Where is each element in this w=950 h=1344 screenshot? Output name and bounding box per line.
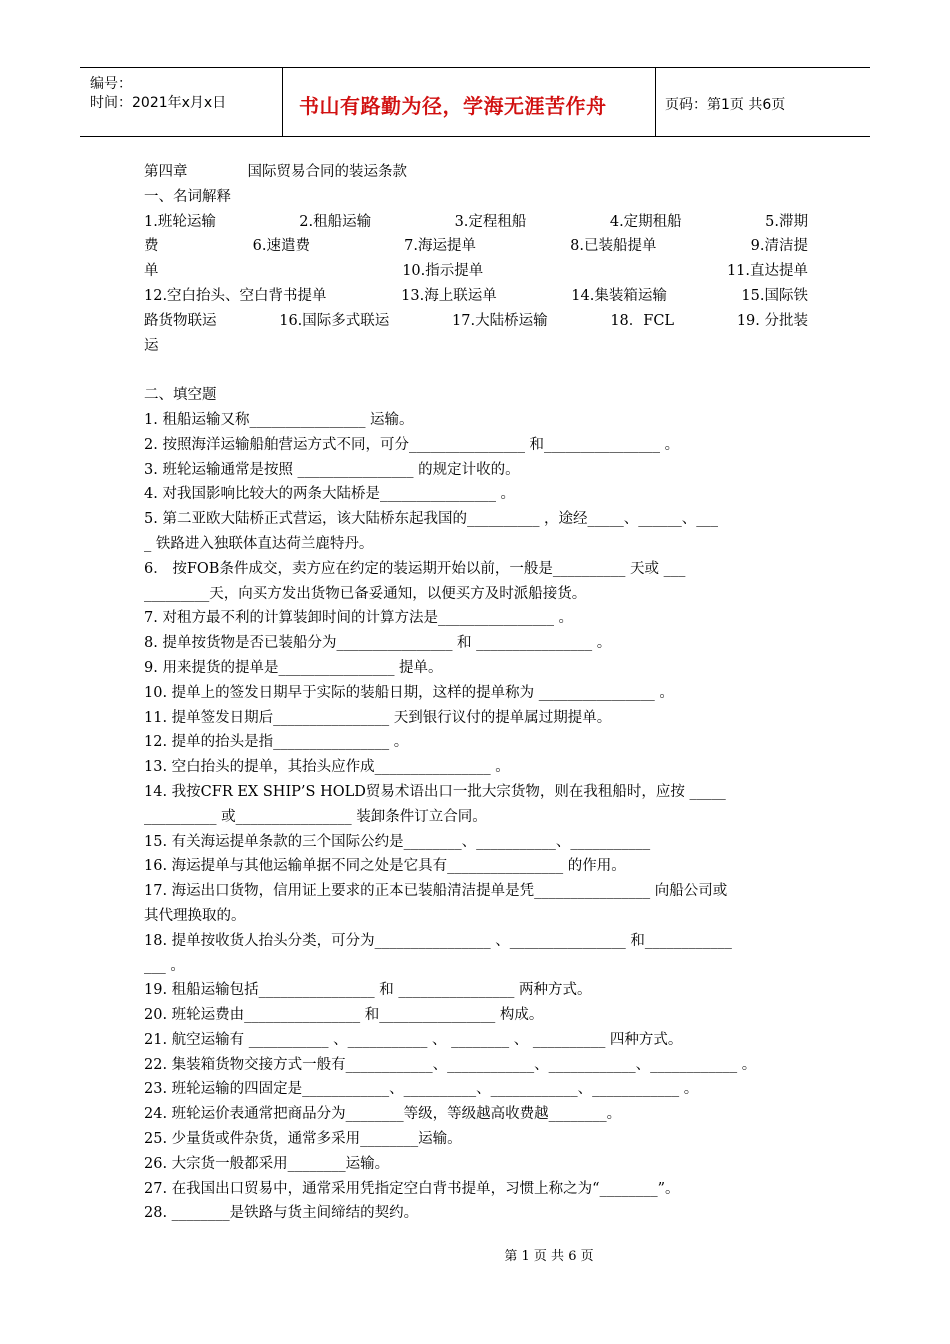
term-line (144, 259, 808, 284)
term-item: 11.直达提单 (726, 263, 808, 280)
footer-page-number: 第 1 页 共 6 页 (504, 1249, 594, 1264)
term-item: 4.定期租船 (609, 213, 682, 230)
document-body (144, 160, 808, 1226)
term-line (144, 284, 808, 309)
term-line (144, 234, 808, 259)
term-item: 15.国际铁 (741, 287, 808, 304)
question-line: 1. 租船运输又称________________ 运输。 (144, 411, 414, 428)
question-line: 6． 按FOB条件成交，卖方应在约定的装运期开始以前，一般是__________ 天或 ___ (144, 560, 686, 577)
term-item: 8.已装船提单 (570, 238, 657, 255)
question-line: 8. 提单按货物是否已装船分为________________ 和 ________________ 。 (144, 635, 612, 652)
question-line: _________天，向买方发出货物已备妥通知，以便买方及时派船接货。 (144, 585, 587, 602)
question-line: 14. 我按CFR EX SHIP’S HOLD贸易术语出口一批大宗货物，则在我租船时，应按 _____ (144, 783, 726, 800)
section1-title: 一、名词解释 (144, 188, 231, 205)
question-line: 13. 空白抬头的提单，其抬头应作成________________ 。 (144, 759, 510, 776)
term-item: 路货物联运 (144, 312, 217, 329)
question-line: 4. 对我国影响比较大的两条大陆桥是________________ 。 (144, 486, 516, 503)
term-item: 单 (144, 263, 159, 280)
question-line: 26. 大宗货一般都采用________运输。 (144, 1155, 390, 1172)
question-line: 20. 班轮运费由________________ 和________________ 构成。 (144, 1007, 544, 1024)
header-page-cell (656, 68, 870, 136)
page-footer (0, 1245, 950, 1264)
date-label: 时间：2021年x月x日 (90, 95, 227, 111)
question-line: 2. 按照海洋运输船舶营运方式不同，可分________________ 和________________ 。 (144, 436, 680, 453)
term-line (144, 210, 808, 235)
motto: 书山有路勤为径，学海无涯苦作舟 (299, 94, 607, 118)
fill-blank-list (144, 408, 808, 1226)
term-item: 19. 分批装 (736, 312, 808, 329)
term-item: 费 (144, 238, 159, 255)
term-item: 10.指示提单 (402, 263, 484, 280)
question-line: 27. 在我国出口贸易中，通常采用凭指定空白背书提单，习惯上称之为“________”。 (144, 1180, 680, 1197)
chapter-number: 第四章 (144, 164, 188, 180)
question-line: 其代理换取的。 (144, 907, 246, 924)
chapter-title: 国际贸易合同的装运条款 (247, 164, 407, 180)
term-item: 5.滞期 (765, 213, 808, 230)
question-line: 23. 班轮运输的四固定是____________、__________、____________、____________ 。 (144, 1081, 699, 1098)
term-item: 18．FCL (610, 312, 675, 329)
question-line: 28. ________是铁路与货主间缔结的契约。 (144, 1205, 419, 1222)
question-line: 24. 班轮运价表通常把商品分为________等级，等级越高收费越________。 (144, 1106, 622, 1123)
term-item: 2.租船运输 (299, 213, 372, 230)
question-line: 19. 租船运输包括________________ 和 ________________ 两种方式。 (144, 982, 592, 999)
spacer (144, 358, 808, 383)
term-item: 16.国际多式联运 (279, 312, 390, 329)
term-line (144, 334, 808, 359)
question-line: 11. 提单签发日期后________________ 天到银行议付的提单属过期提单。 (144, 709, 612, 726)
term-item: 3.定程租船 (454, 213, 527, 230)
term-item: 12.空白抬头、空白背书提单 (144, 287, 327, 304)
question-line: 3. 班轮运输通常是按照 ________________ 的规定计收的。 (144, 461, 520, 478)
term-item: 运 (144, 337, 159, 354)
question-line: _ 铁路进入独联体直达荷兰鹿特丹。 (144, 535, 374, 552)
question-line: ___ 。 (144, 957, 185, 974)
term-line (144, 309, 808, 334)
term-item: 1.班轮运输 (144, 213, 216, 230)
question-line: 12. 提单的抬头是指________________ 。 (144, 734, 409, 751)
term-item: 13.海上联运单 (401, 287, 497, 304)
page-header (80, 67, 870, 137)
question-line: 22. 集装箱货物交接方式一般有____________、____________、____________、____________ 。 (144, 1056, 757, 1073)
terms-list (144, 210, 808, 359)
question-line: 21. 航空运输有 ___________ 、___________ 、 ________ 、 __________ 四种方式。 (144, 1031, 683, 1048)
question-line: 15. 有关海运提单条款的三个国际公约是________、___________、___________ (144, 833, 651, 850)
question-line: 9. 用来提货的提单是________________ 提单。 (144, 659, 443, 676)
header-meta (80, 68, 283, 136)
page-info: 页码：第1页 共6页 (665, 97, 786, 113)
question-line: 16. 海运提单与其他运输单据不同之处是它具有________________ 的作用。 (144, 858, 626, 875)
question-line: 17. 海运出口货物，信用证上要求的正本已装船清洁提单是凭________________ 向船公司或 (144, 883, 728, 900)
question-line: __________ 或________________ 装卸条件订立合同。 (144, 808, 487, 825)
term-item: 6.速遣费 (252, 238, 310, 255)
section2-title: 二、填空题 (144, 387, 217, 404)
question-line: 7. 对租方最不利的计算装卸时间的计算方法是________________ 。 (144, 610, 574, 627)
header-motto-cell (283, 68, 656, 136)
question-line: 10. 提单上的签发日期早于实际的装船日期，这样的提单称为 ________________ 。 (144, 684, 674, 701)
question-line: 5. 第二亚欧大陆桥正式营运，该大陆桥东起我国的__________ ，途经_____、______、___ (144, 511, 719, 528)
question-line: 18. 提单按收货人抬头分类，可分为________________ 、________________ 和____________ (144, 932, 732, 949)
term-item: 9.清洁提 (750, 238, 808, 255)
question-line: 25. 少量货或件杂货，通常多采用________运输。 (144, 1131, 462, 1148)
chapter-heading (144, 160, 808, 185)
term-item: 7.海运提单 (404, 238, 476, 255)
serial-label: 编号： (90, 76, 132, 92)
term-item: 14.集装箱运输 (571, 287, 667, 304)
term-item: 17.大陆桥运输 (452, 312, 548, 329)
